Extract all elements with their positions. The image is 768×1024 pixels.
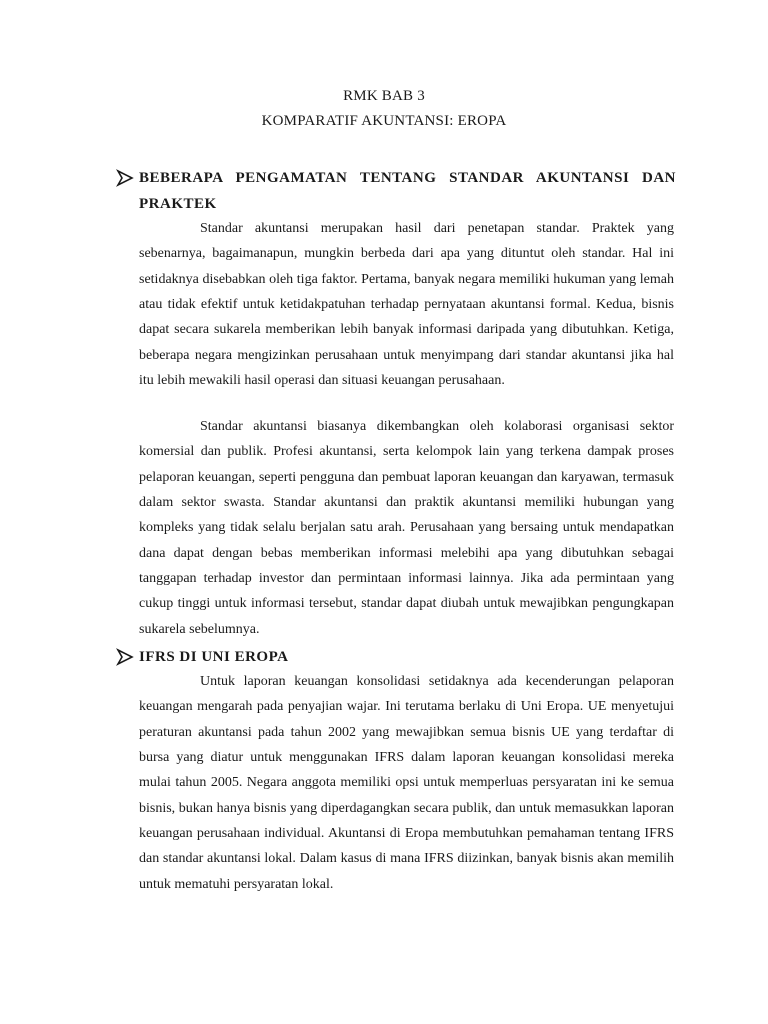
arrowhead-bullet-icon bbox=[116, 169, 134, 187]
section-heading-text: BEBERAPA PENGAMATAN TENTANG STANDAR AKUNTANSI DAN PRAKTEK bbox=[139, 170, 676, 212]
document-subtitle: KOMPARATIF AKUNTANSI: EROPA bbox=[261, 113, 507, 129]
section-heading-text: IFRS DI UNI EROPA bbox=[139, 649, 289, 665]
arrowhead-bullet-icon bbox=[116, 648, 134, 666]
paragraph: Untuk laporan keuangan konsolidasi setidaknya ada kecenderungan pelaporan keuangan mengarah pada penyajian wajar. Ini terutama berlaku di Uni Eropa. UE menyetujui peraturan akuntansi pada tahun 2002 yang mewajibkan semua bisnis UE yang terdaftar di bursa yang diatur untuk menggunakan IFRS dalam laporan keuangan konsolidasi mereka mulai tahun 2005. Negara anggota memiliki opsi untuk memperluas persyaratan ini ke semua bisnis, bukan hanya bisnis yang diperdagangkan secara publik, dan untuk memasukkan laporan keuangan perusahaan individual. Akuntansi di Eropa membutuhkan pemahaman tentang IFRS dan standar akuntansi lokal. Dalam kasus di mana IFRS diizinkan, banyak bisnis akan memilih untuk mematuhi persyaratan lokal. bbox=[139, 674, 674, 892]
paragraph: Standar akuntansi merupakan hasil dari penetapan standar. Praktek yang sebenarnya, bagaimanapun, mungkin berbeda dari apa yang dituntut oleh standar. Hal ini setidaknya disebabkan oleh tiga faktor. Pertama, banyak negara memiliki hukuman yang lemah atau tidak efektif untuk ketidakpatuhan terhadap pernyataan akuntansi formal. Kedua, bisnis dapat secara sukarela memberikan lebih banyak informasi daripada yang dibutuhkan. Ketiga, beberapa negara mengizinkan perusahaan untuk menyimpang dari standar akuntansi jika hal itu lebih mewakili hasil operasi dan situasi keuangan perusahaan. bbox=[139, 221, 674, 389]
paragraph: Standar akuntansi biasanya dikembangkan oleh kolaborasi organisasi sektor komersial dan publik. Profesi akuntansi, serta kelompok lain yang terkena dampak proses pelaporan keuangan, seperti pengguna dan pembuat laporan keuangan dan karyawan, termasuk dalam sektor swasta. Standar akuntansi dan praktik akuntansi memiliki hubungan yang kompleks yang tidak selalu berjalan satu arah. Perusahaan yang bersaing untuk mendapatkan dana dapat dengan bebas memberikan informasi melebihi apa yang dibutuhkan sebagai tanggapan terhadap investor dan permintaan informasi lainnya. Jika ada permintaan yang cukup tinggi untuk informasi tersebut, standar dapat diubah untuk mewajibkan pengungkapan sukarela sebelumnya. bbox=[139, 419, 674, 637]
document-title: RMK BAB 3 bbox=[343, 88, 425, 104]
